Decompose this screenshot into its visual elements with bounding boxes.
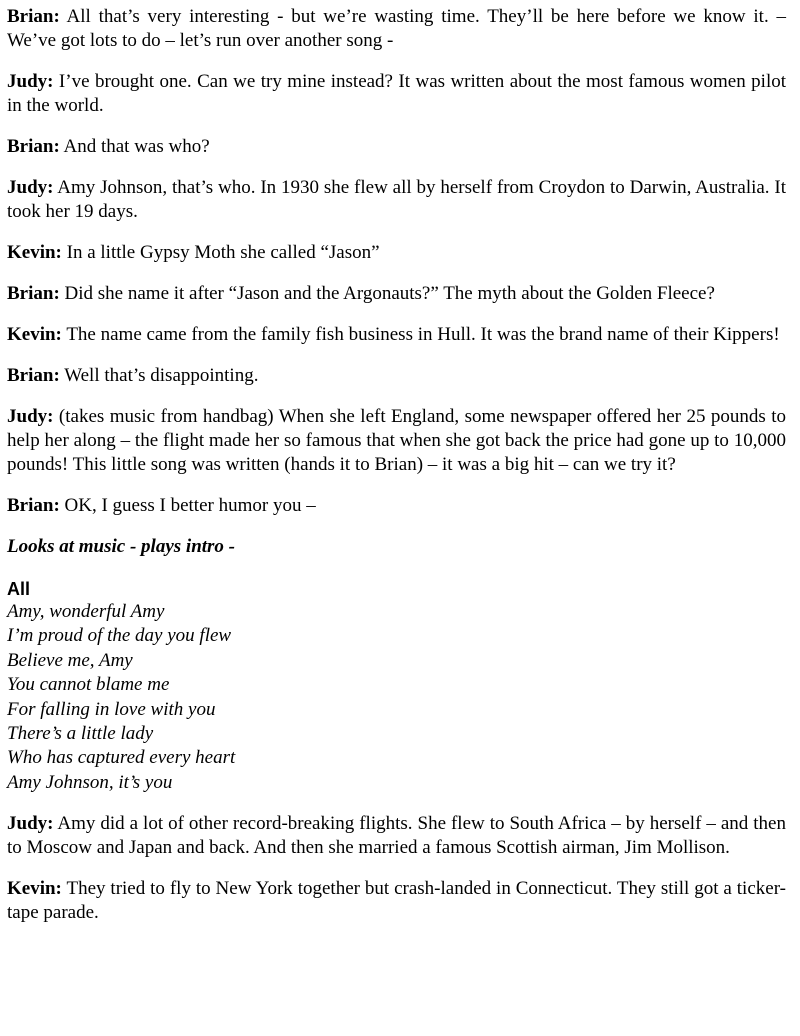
script-page <box>7 5 786 925</box>
dialogue-text: Did she name it after “Jason and the Argonauts?” The myth about the Golden Fleece? <box>64 283 715 304</box>
speaker-name: Kevin: <box>7 324 62 345</box>
speaker-name: Judy: <box>7 406 54 427</box>
dialogue-text: Amy Johnson, that’s who. In 1930 she flew all by herself from Croydon to Darwin, Australia. It took her 19 days. <box>7 177 787 222</box>
speaker-name: Kevin: <box>7 878 62 900</box>
dialogue-text: In a little Gypsy Moth she called “Jason” <box>66 242 380 263</box>
dialogue-text: All that’s very interesting - but we’re wasting time. They’ll be here before we know it. – We’ve got lots to do – let’s run over another song - <box>7 6 786 51</box>
dialogue-before-song <box>7 5 786 518</box>
stage-direction: Looks at music - plays intro - <box>7 536 236 557</box>
speaker-name: Brian: <box>7 6 60 27</box>
dialogue-line <box>7 176 786 224</box>
lyric-line: Believe me, Amy <box>7 649 133 671</box>
speaker-name: Judy: <box>7 813 54 835</box>
speaker-name: Judy: <box>7 177 54 198</box>
dialogue-line <box>7 323 786 347</box>
song-lyrics <box>7 600 786 795</box>
song-block <box>7 578 786 795</box>
lyric-line: I’m proud of the day you flew <box>7 625 232 647</box>
speaker-name: Brian: <box>7 283 60 304</box>
dialogue-line <box>7 364 786 388</box>
dialogue-text: The name came from the family fish business in Hull. It was the brand name of their Kippers! <box>66 324 780 345</box>
dialogue-line <box>7 282 786 306</box>
dialogue-line <box>7 877 786 925</box>
speaker-name: Judy: <box>7 71 54 92</box>
dialogue-text: Amy did a lot of other record-breaking flights. She flew to South Africa – by herself – and then to Moscow and Japan and back. And then she married a famous Scottish airman, Jim Mollison. <box>7 813 786 859</box>
dialogue-line <box>7 135 786 159</box>
lyric-line: Amy, wonderful Amy <box>7 601 165 622</box>
song-heading: All <box>7 579 31 599</box>
dialogue-line <box>7 494 786 518</box>
dialogue-text: They tried to fly to New York together but crash-landed in Connecticut. They still got a ticker-tape parade. <box>7 878 786 924</box>
dialogue-text: OK, I guess I better humor you – <box>64 495 316 516</box>
speaker-name: Kevin: <box>7 242 62 263</box>
dialogue-line <box>7 241 786 265</box>
lyric-line: Amy Johnson, it’s you <box>7 771 173 793</box>
lyric-line: There’s a little lady <box>7 723 154 745</box>
dialogue-text: Well that’s disappointing. <box>64 365 259 386</box>
lyric-line: You cannot blame me <box>7 674 170 696</box>
dialogue-text: And that was who? <box>63 136 210 157</box>
speaker-name: Brian: <box>7 136 60 157</box>
speaker-name: Brian: <box>7 495 60 516</box>
dialogue-line <box>7 5 786 53</box>
dialogue-text: I’ve brought one. Can we try mine instead? It was written about the most famous women pilot in the world. <box>7 71 787 116</box>
dialogue-text: (takes music from handbag) When she left England, some newspaper offered her 25 pounds to help her along – the flight made her so famous that when she got back the price had gone up to 10,000 pounds! This little song was written (hands it to Brian) – it was a big hit – can we try it? <box>7 406 787 475</box>
lyric-line: Who has captured every heart <box>7 747 236 769</box>
dialogue-after-song <box>7 812 786 925</box>
speaker-name: Brian: <box>7 365 60 386</box>
lyric-line: For falling in love with you <box>7 698 216 720</box>
dialogue-line <box>7 812 786 860</box>
dialogue-line <box>7 70 786 118</box>
dialogue-line <box>7 405 786 477</box>
